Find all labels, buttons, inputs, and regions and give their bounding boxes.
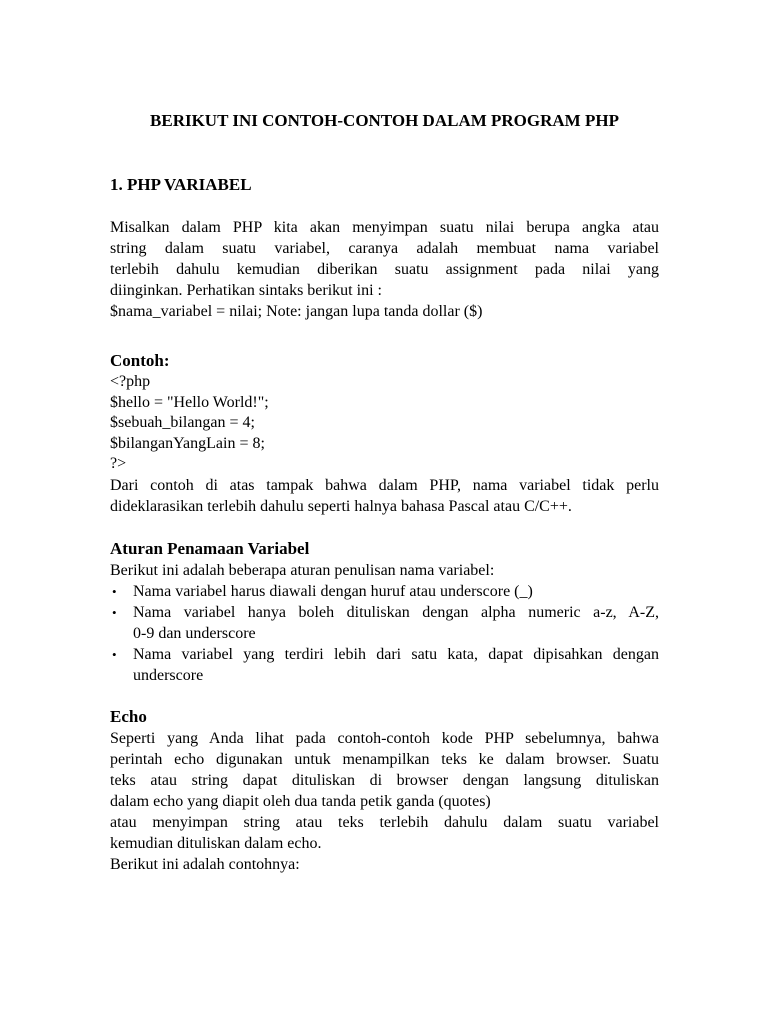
- paragraph-line: atau menyimpan string atau teks terlebih dahulu dalam suatu variabel: [110, 813, 659, 831]
- code-example: [110, 372, 659, 475]
- rules-list: [110, 581, 659, 686]
- document-title: BERIKUT INI CONTOH-CONTOH DALAM PROGRAM PHP: [150, 111, 619, 130]
- code-line: ?>: [110, 455, 127, 472]
- code-line: $hello = "Hello World!";: [110, 393, 269, 411]
- list-item-text: Nama variabel yang terdiri lebih dari satu kata, dapat dipisahkan dengan: [133, 645, 659, 663]
- list-item: [110, 581, 659, 602]
- section-heading-php-variabel: 1. PHP VARIABEL: [110, 175, 252, 194]
- code-line: $sebuah_bilangan = 4;: [110, 414, 255, 431]
- code-line: <?php: [110, 373, 151, 390]
- paragraph-explanation: [110, 475, 659, 517]
- paragraph-line: dideklarasikan terlebih dahulu seperti halnya bahasa Pascal atau C/C++.: [110, 497, 572, 515]
- contoh-heading: Contoh:: [110, 351, 170, 370]
- list-item-text: Nama variabel hanya boleh dituliskan dengan alpha numeric a-z, A-Z,: [133, 603, 659, 621]
- paragraph-line: teks atau string dapat dituliskan di browser dengan langsung dituliskan: [110, 771, 659, 789]
- paragraph-line: dalam echo yang diapit oleh dua tanda petik ganda (quotes): [110, 792, 491, 810]
- paragraph-line: Seperti yang Anda lihat pada contoh-contoh kode PHP sebelumnya, bahwa: [110, 729, 659, 747]
- syntax-line: $nama_variabel = nilai; Note: jangan lupa tanda dollar ($): [110, 303, 483, 320]
- paragraph-intro: [110, 217, 659, 322]
- bullet-icon: •: [112, 646, 117, 662]
- list-item: [110, 644, 659, 686]
- echo-heading: Echo: [110, 706, 147, 726]
- aturan-intro: Berikut ini adalah beberapa aturan penulisan nama variabel:: [110, 561, 495, 579]
- list-item-text: 0-9 dan underscore: [133, 624, 256, 642]
- paragraph-line: Berikut ini adalah contohnya:: [110, 855, 300, 873]
- paragraph-line: terlebih dahulu kemudian diberikan suatu assignment pada nilai yang: [110, 261, 659, 278]
- bullet-icon: •: [112, 583, 117, 599]
- bullet-icon: •: [112, 604, 117, 620]
- paragraph-line: Dari contoh di atas tampak bahwa dalam PHP, nama variabel tidak perlu: [110, 476, 659, 494]
- paragraph-line: string dalam suatu variabel, caranya adalah membuat nama variabel: [110, 240, 659, 257]
- paragraph-echo: [110, 728, 659, 875]
- paragraph-line: perintah echo digunakan untuk menampilkan teks ke dalam browser. Suatu: [110, 750, 659, 768]
- paragraph-line: diinginkan. Perhatikan sintaks berikut ini :: [110, 282, 382, 299]
- list-item-text: underscore: [133, 666, 204, 684]
- list-item: [110, 602, 659, 644]
- aturan-heading: Aturan Penamaan Variabel: [110, 538, 310, 558]
- paragraph-line: Misalkan dalam PHP kita akan menyimpan suatu nilai berupa angka atau: [110, 219, 659, 236]
- code-line: $bilanganYangLain = 8;: [110, 434, 265, 452]
- list-item-text: Nama variabel harus diawali dengan huruf atau underscore (_): [133, 582, 533, 600]
- paragraph-line: kemudian dituliskan dalam echo.: [110, 834, 322, 852]
